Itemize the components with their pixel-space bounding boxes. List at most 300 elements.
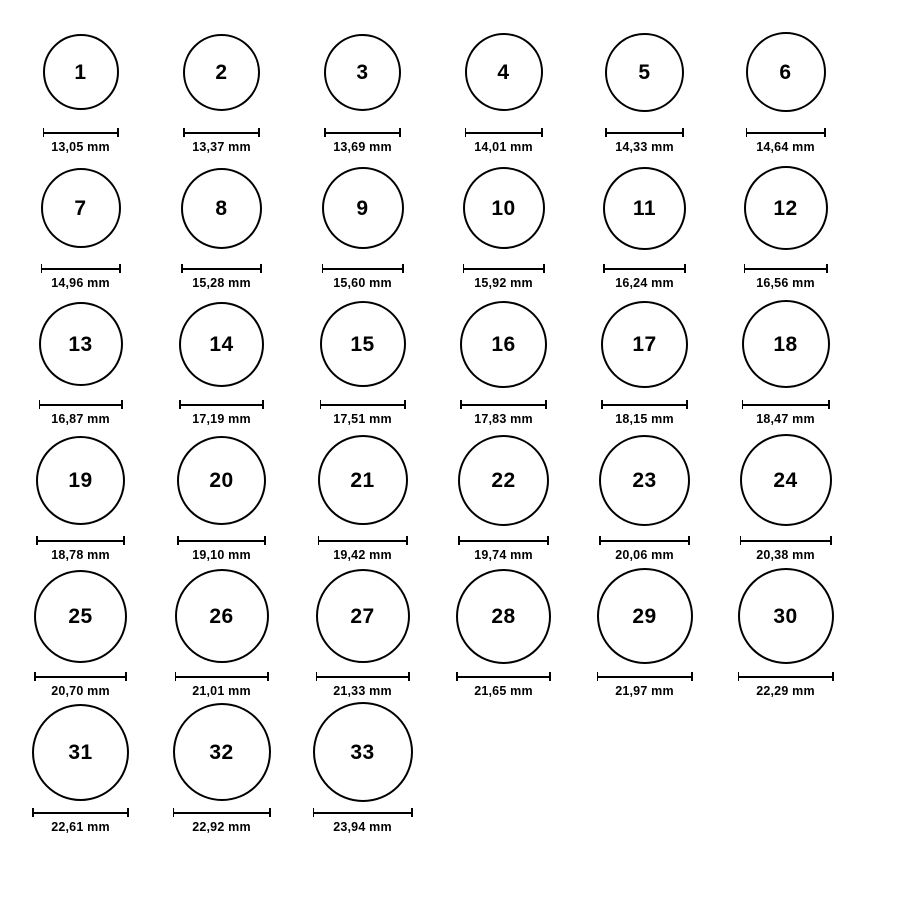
- ring-measure: [39, 400, 123, 426]
- dimension-cap-left: [463, 264, 465, 273]
- ring-size-number: 4: [497, 60, 510, 84]
- dimension-line: [463, 268, 545, 270]
- ring-row: [10, 18, 890, 154]
- ring-circle: [32, 704, 129, 801]
- diameter-dimension-bar: [458, 536, 549, 545]
- dimension-cap-right: [402, 264, 404, 273]
- ring-measure: [43, 128, 119, 154]
- ring-measure: [458, 536, 549, 562]
- ring-circle-wrap: [313, 698, 413, 806]
- ring-circle-wrap: [605, 18, 684, 126]
- dimension-line: [322, 268, 404, 270]
- ring-circle: [183, 34, 260, 111]
- ring-measure: [41, 264, 121, 290]
- diameter-dimension-bar: [313, 808, 413, 817]
- ring-circle: [41, 168, 121, 248]
- dimension-line: [320, 404, 406, 406]
- ring-size-number: 5: [638, 60, 651, 84]
- diameter-dimension-bar: [318, 536, 408, 545]
- ring-row: [10, 290, 890, 426]
- ring-diameter-label: 18,47 mm: [756, 412, 815, 426]
- ring-measure: [32, 808, 129, 834]
- ring-circle-wrap: [316, 562, 410, 670]
- ring-circle-wrap: [456, 562, 551, 670]
- ring-circle: [465, 33, 543, 111]
- dimension-cap-left: [39, 400, 41, 409]
- ring-size-cell: [433, 290, 574, 426]
- ring-circle: [746, 32, 826, 112]
- diameter-dimension-bar: [322, 264, 404, 273]
- ring-circle: [324, 34, 401, 111]
- dimension-line: [740, 540, 832, 542]
- ring-circle: [603, 167, 686, 250]
- ring-circle-wrap: [458, 426, 549, 534]
- ring-size-cell: [574, 154, 715, 290]
- dimension-line: [34, 676, 127, 678]
- ring-circle: [181, 168, 262, 249]
- dimension-cap-right: [406, 536, 408, 545]
- ring-circle: [179, 302, 264, 387]
- dimension-cap-right: [123, 536, 125, 545]
- dimension-cap-left: [605, 128, 607, 137]
- ring-size-number: 2: [215, 60, 228, 84]
- dimension-cap-right: [691, 672, 693, 681]
- ring-circle-wrap: [43, 18, 119, 126]
- ring-diameter-label: 13,37 mm: [192, 140, 251, 154]
- diameter-dimension-bar: [463, 264, 545, 273]
- ring-size-number: 1: [74, 60, 87, 84]
- dimension-cap-right: [549, 672, 551, 681]
- ring-circle-wrap: [36, 426, 125, 534]
- ring-measure: [746, 128, 826, 154]
- ring-measure: [324, 128, 401, 154]
- dimension-cap-right: [682, 128, 684, 137]
- ring-size-number: 12: [773, 196, 798, 220]
- ring-circle-wrap: [599, 426, 690, 534]
- ring-diameter-label: 17,83 mm: [474, 412, 533, 426]
- dimension-cap-left: [324, 128, 326, 137]
- dimension-line: [460, 404, 547, 406]
- ring-size-cell: [151, 562, 292, 698]
- dimension-line: [36, 540, 125, 542]
- ring-diameter-label: 14,64 mm: [756, 140, 815, 154]
- diameter-dimension-bar: [183, 128, 260, 137]
- ring-diameter-label: 16,87 mm: [51, 412, 110, 426]
- ring-circle-wrap: [463, 154, 545, 262]
- ring-size-cell: [433, 426, 574, 562]
- ring-size-cell: [574, 290, 715, 426]
- ring-measure: [175, 672, 269, 698]
- ring-circle: [738, 568, 834, 664]
- ring-size-cell: [151, 698, 292, 834]
- ring-circle: [177, 436, 266, 525]
- ring-diameter-label: 16,24 mm: [615, 276, 674, 290]
- dimension-cap-left: [599, 536, 601, 545]
- ring-diameter-label: 22,29 mm: [756, 684, 815, 698]
- ring-measure: [744, 264, 828, 290]
- ring-circle: [458, 435, 549, 526]
- dimension-line: [746, 132, 826, 134]
- ring-size-number: 30: [773, 604, 798, 628]
- ring-row: [10, 562, 890, 698]
- ring-circle-wrap: [320, 290, 406, 398]
- diameter-dimension-bar: [456, 672, 551, 681]
- dimension-cap-left: [740, 536, 742, 545]
- dimension-cap-right: [408, 672, 410, 681]
- ring-size-number: 9: [356, 196, 369, 220]
- dimension-cap-left: [316, 672, 318, 681]
- diameter-dimension-bar: [36, 536, 125, 545]
- ring-size-number: 13: [68, 332, 93, 356]
- ring-diameter-label: 14,96 mm: [51, 276, 110, 290]
- ring-circle-wrap: [177, 426, 266, 534]
- ring-circle-wrap: [742, 290, 830, 398]
- dimension-cap-left: [460, 400, 462, 409]
- ring-size-cell: [292, 698, 433, 834]
- diameter-dimension-bar: [601, 400, 688, 409]
- dimension-cap-left: [318, 536, 320, 545]
- ring-size-cell: [715, 290, 856, 426]
- ring-size-cell: [151, 18, 292, 154]
- ring-circle: [742, 300, 830, 388]
- dimension-cap-right: [264, 536, 266, 545]
- ring-circle-wrap: [460, 290, 547, 398]
- dimension-cap-right: [411, 808, 413, 817]
- ring-size-cell: [433, 154, 574, 290]
- ring-size-cell: [715, 154, 856, 290]
- ring-diameter-label: 19,10 mm: [192, 548, 251, 562]
- ring-size-number: 25: [68, 604, 93, 628]
- ring-circle: [175, 569, 269, 663]
- ring-circle-wrap: [740, 426, 832, 534]
- dimension-cap-right: [688, 536, 690, 545]
- diameter-dimension-bar: [465, 128, 543, 137]
- dimension-line: [43, 132, 119, 134]
- dimension-cap-left: [183, 128, 185, 137]
- dimension-cap-right: [267, 672, 269, 681]
- ring-size-number: 18: [773, 332, 798, 356]
- ring-circle-wrap: [738, 562, 834, 670]
- diameter-dimension-bar: [320, 400, 406, 409]
- diameter-dimension-bar: [738, 672, 834, 681]
- dimension-cap-right: [545, 400, 547, 409]
- ring-size-cell: [574, 426, 715, 562]
- ring-circle: [34, 570, 127, 663]
- dimension-cap-left: [458, 536, 460, 545]
- dimension-cap-left: [744, 264, 746, 273]
- ring-size-cell: [151, 426, 292, 562]
- dimension-cap-right: [125, 672, 127, 681]
- dimension-cap-right: [686, 400, 688, 409]
- ring-size-number: 33: [350, 740, 375, 764]
- ring-size-number: 6: [779, 60, 792, 84]
- dimension-cap-left: [175, 672, 177, 681]
- ring-circle-wrap: [744, 154, 828, 262]
- dimension-cap-left: [603, 264, 605, 273]
- diameter-dimension-bar: [181, 264, 262, 273]
- ring-size-cell: [10, 562, 151, 698]
- dimension-line: [183, 132, 260, 134]
- ring-circle-wrap: [318, 426, 408, 534]
- ring-row: [10, 698, 890, 834]
- ring-size-cell: [433, 18, 574, 154]
- diameter-dimension-bar: [175, 672, 269, 681]
- ring-size-cell: [292, 18, 433, 154]
- diameter-dimension-bar: [746, 128, 826, 137]
- ring-size-number: 24: [773, 468, 798, 492]
- dimension-line: [465, 132, 543, 134]
- dimension-cap-left: [456, 672, 458, 681]
- dimension-cap-left: [465, 128, 467, 137]
- ring-size-cell: [715, 18, 856, 154]
- ring-size-number: 29: [632, 604, 657, 628]
- ring-circle-wrap: [179, 290, 264, 398]
- ring-measure: [34, 672, 127, 698]
- ring-circle: [744, 166, 828, 250]
- ring-size-cell: [292, 154, 433, 290]
- ring-size-cell: [151, 290, 292, 426]
- ring-size-cell: [10, 698, 151, 834]
- ring-size-number: 17: [632, 332, 657, 356]
- dimension-cap-left: [41, 264, 43, 273]
- ring-diameter-label: 22,92 mm: [192, 820, 251, 834]
- ring-size-number: 3: [356, 60, 369, 84]
- ring-diameter-label: 20,38 mm: [756, 548, 815, 562]
- ring-diameter-label: 21,01 mm: [192, 684, 251, 698]
- dimension-line: [173, 812, 271, 814]
- dimension-cap-right: [543, 264, 545, 273]
- ring-size-cell: [574, 18, 715, 154]
- ring-size-cell: [292, 290, 433, 426]
- dimension-cap-right: [127, 808, 129, 817]
- dimension-line: [324, 132, 401, 134]
- dimension-line: [738, 676, 834, 678]
- dimension-cap-right: [404, 400, 406, 409]
- ring-diameter-label: 20,06 mm: [615, 548, 674, 562]
- dimension-cap-right: [258, 128, 260, 137]
- ring-diameter-label: 19,74 mm: [474, 548, 533, 562]
- ring-circle-wrap: [32, 698, 129, 806]
- ring-size-cell: [292, 562, 433, 698]
- ring-size-number: 26: [209, 604, 234, 628]
- ring-measure: [599, 536, 690, 562]
- diameter-dimension-bar: [605, 128, 684, 137]
- ring-measure: [313, 808, 413, 834]
- dimension-line: [605, 132, 684, 134]
- diameter-dimension-bar: [32, 808, 129, 817]
- ring-measure: [316, 672, 410, 698]
- ring-measure: [465, 128, 543, 154]
- ring-size-cell: [151, 154, 292, 290]
- ring-measure: [605, 128, 684, 154]
- ring-circle: [601, 301, 688, 388]
- dimension-cap-right: [260, 264, 262, 273]
- ring-circle-wrap: [183, 18, 260, 126]
- dimension-cap-right: [121, 400, 123, 409]
- dimension-cap-right: [399, 128, 401, 137]
- ring-circle: [39, 302, 123, 386]
- dimension-line: [456, 676, 551, 678]
- dimension-cap-right: [117, 128, 119, 137]
- dimension-cap-left: [43, 128, 45, 137]
- diameter-dimension-bar: [43, 128, 119, 137]
- ring-row: [10, 426, 890, 562]
- dimension-line: [179, 404, 264, 406]
- ring-measure: [740, 536, 832, 562]
- ring-circle: [456, 569, 551, 664]
- ring-measure: [322, 264, 404, 290]
- dimension-cap-left: [32, 808, 34, 817]
- dimension-cap-right: [262, 400, 264, 409]
- ring-diameter-label: 19,42 mm: [333, 548, 392, 562]
- ring-diameter-label: 17,19 mm: [192, 412, 251, 426]
- ring-diameter-label: 21,33 mm: [333, 684, 392, 698]
- diameter-dimension-bar: [173, 808, 271, 817]
- ring-circle-wrap: [34, 562, 127, 670]
- ring-circle-wrap: [465, 18, 543, 126]
- ring-measure: [177, 536, 266, 562]
- dimension-line: [316, 676, 410, 678]
- dimension-line: [177, 540, 266, 542]
- diameter-dimension-bar: [177, 536, 266, 545]
- ring-diameter-label: 18,15 mm: [615, 412, 674, 426]
- ring-size-number: 11: [632, 196, 657, 220]
- ring-size-number: 31: [68, 740, 93, 764]
- ring-size-number: 8: [215, 196, 228, 220]
- ring-circle-wrap: [175, 562, 269, 670]
- ring-circle-wrap: [597, 562, 693, 670]
- dimension-line: [601, 404, 688, 406]
- ring-size-number: 23: [632, 468, 657, 492]
- dimension-line: [313, 812, 413, 814]
- ring-circle: [599, 435, 690, 526]
- diameter-dimension-bar: [324, 128, 401, 137]
- ring-measure: [179, 400, 264, 426]
- dimension-line: [41, 268, 121, 270]
- ring-diameter-label: 15,28 mm: [192, 276, 251, 290]
- ring-circle: [173, 703, 271, 801]
- ring-diameter-label: 18,78 mm: [51, 548, 110, 562]
- ring-diameter-label: 14,33 mm: [615, 140, 674, 154]
- ring-diameter-label: 13,05 mm: [51, 140, 110, 154]
- ring-size-number: 16: [491, 332, 516, 356]
- dimension-cap-left: [313, 808, 315, 817]
- dimension-line: [32, 812, 129, 814]
- ring-circle: [740, 434, 832, 526]
- ring-circle: [597, 568, 693, 664]
- ring-circle-wrap: [41, 154, 121, 262]
- dimension-cap-right: [828, 400, 830, 409]
- dimension-cap-left: [36, 536, 38, 545]
- dimension-cap-right: [269, 808, 271, 817]
- ring-measure: [603, 264, 686, 290]
- ring-circle-wrap: [181, 154, 262, 262]
- dimension-cap-left: [601, 400, 603, 409]
- ring-size-cell: [715, 426, 856, 562]
- dimension-line: [175, 676, 269, 678]
- dimension-line: [318, 540, 408, 542]
- ring-diameter-label: 16,56 mm: [756, 276, 815, 290]
- dimension-line: [39, 404, 123, 406]
- ring-diameter-label: 13,69 mm: [333, 140, 392, 154]
- ring-measure: [597, 672, 693, 698]
- dimension-cap-right: [547, 536, 549, 545]
- dimension-cap-left: [738, 672, 740, 681]
- diameter-dimension-bar: [597, 672, 693, 681]
- diameter-dimension-bar: [603, 264, 686, 273]
- diameter-dimension-bar: [41, 264, 121, 273]
- ring-size-number: 20: [209, 468, 234, 492]
- ring-size-cell: [10, 154, 151, 290]
- diameter-dimension-bar: [742, 400, 830, 409]
- ring-circle: [43, 34, 119, 110]
- ring-size-number: 27: [350, 604, 375, 628]
- dimension-cap-left: [179, 400, 181, 409]
- ring-size-cell: [10, 18, 151, 154]
- dimension-cap-left: [173, 808, 175, 817]
- ring-circle-wrap: [603, 154, 686, 262]
- ring-circle: [605, 33, 684, 112]
- ring-size-number: 15: [350, 332, 375, 356]
- ring-diameter-label: 14,01 mm: [474, 140, 533, 154]
- ring-size-cell: [433, 562, 574, 698]
- ring-circle-wrap: [39, 290, 123, 398]
- ring-size-cell: [292, 426, 433, 562]
- dimension-cap-left: [742, 400, 744, 409]
- dimension-cap-right: [832, 672, 834, 681]
- dimension-cap-right: [684, 264, 686, 273]
- ring-size-number: 22: [491, 468, 516, 492]
- diameter-dimension-bar: [599, 536, 690, 545]
- ring-circle-wrap: [746, 18, 826, 126]
- ring-diameter-label: 21,65 mm: [474, 684, 533, 698]
- ring-measure: [456, 672, 551, 698]
- ring-row: [10, 154, 890, 290]
- ring-size-cell: [10, 290, 151, 426]
- dimension-cap-right: [824, 128, 826, 137]
- ring-circle: [322, 167, 404, 249]
- ring-circle: [460, 301, 547, 388]
- ring-size-number: 7: [74, 196, 87, 220]
- ring-measure: [36, 536, 125, 562]
- dimension-cap-left: [320, 400, 322, 409]
- ring-measure: [738, 672, 834, 698]
- ring-measure: [601, 400, 688, 426]
- dimension-line: [597, 676, 693, 678]
- ring-circle-wrap: [173, 698, 271, 806]
- dimension-line: [599, 540, 690, 542]
- ring-circle: [463, 167, 545, 249]
- ring-diameter-label: 20,70 mm: [51, 684, 110, 698]
- dimension-line: [744, 268, 828, 270]
- ring-circle: [320, 301, 406, 387]
- ring-circle-wrap: [601, 290, 688, 398]
- ring-circle-wrap: [322, 154, 404, 262]
- diameter-dimension-bar: [744, 264, 828, 273]
- diameter-dimension-bar: [179, 400, 264, 409]
- ring-size-number: 21: [350, 468, 375, 492]
- diameter-dimension-bar: [34, 672, 127, 681]
- ring-measure: [181, 264, 262, 290]
- ring-size-cell: [574, 562, 715, 698]
- dimension-cap-left: [177, 536, 179, 545]
- ring-diameter-label: 17,51 mm: [333, 412, 392, 426]
- ring-circle: [316, 569, 410, 663]
- diameter-dimension-bar: [460, 400, 547, 409]
- ring-size-number: 10: [491, 196, 516, 220]
- ring-circle: [318, 435, 408, 525]
- dimension-cap-right: [119, 264, 121, 273]
